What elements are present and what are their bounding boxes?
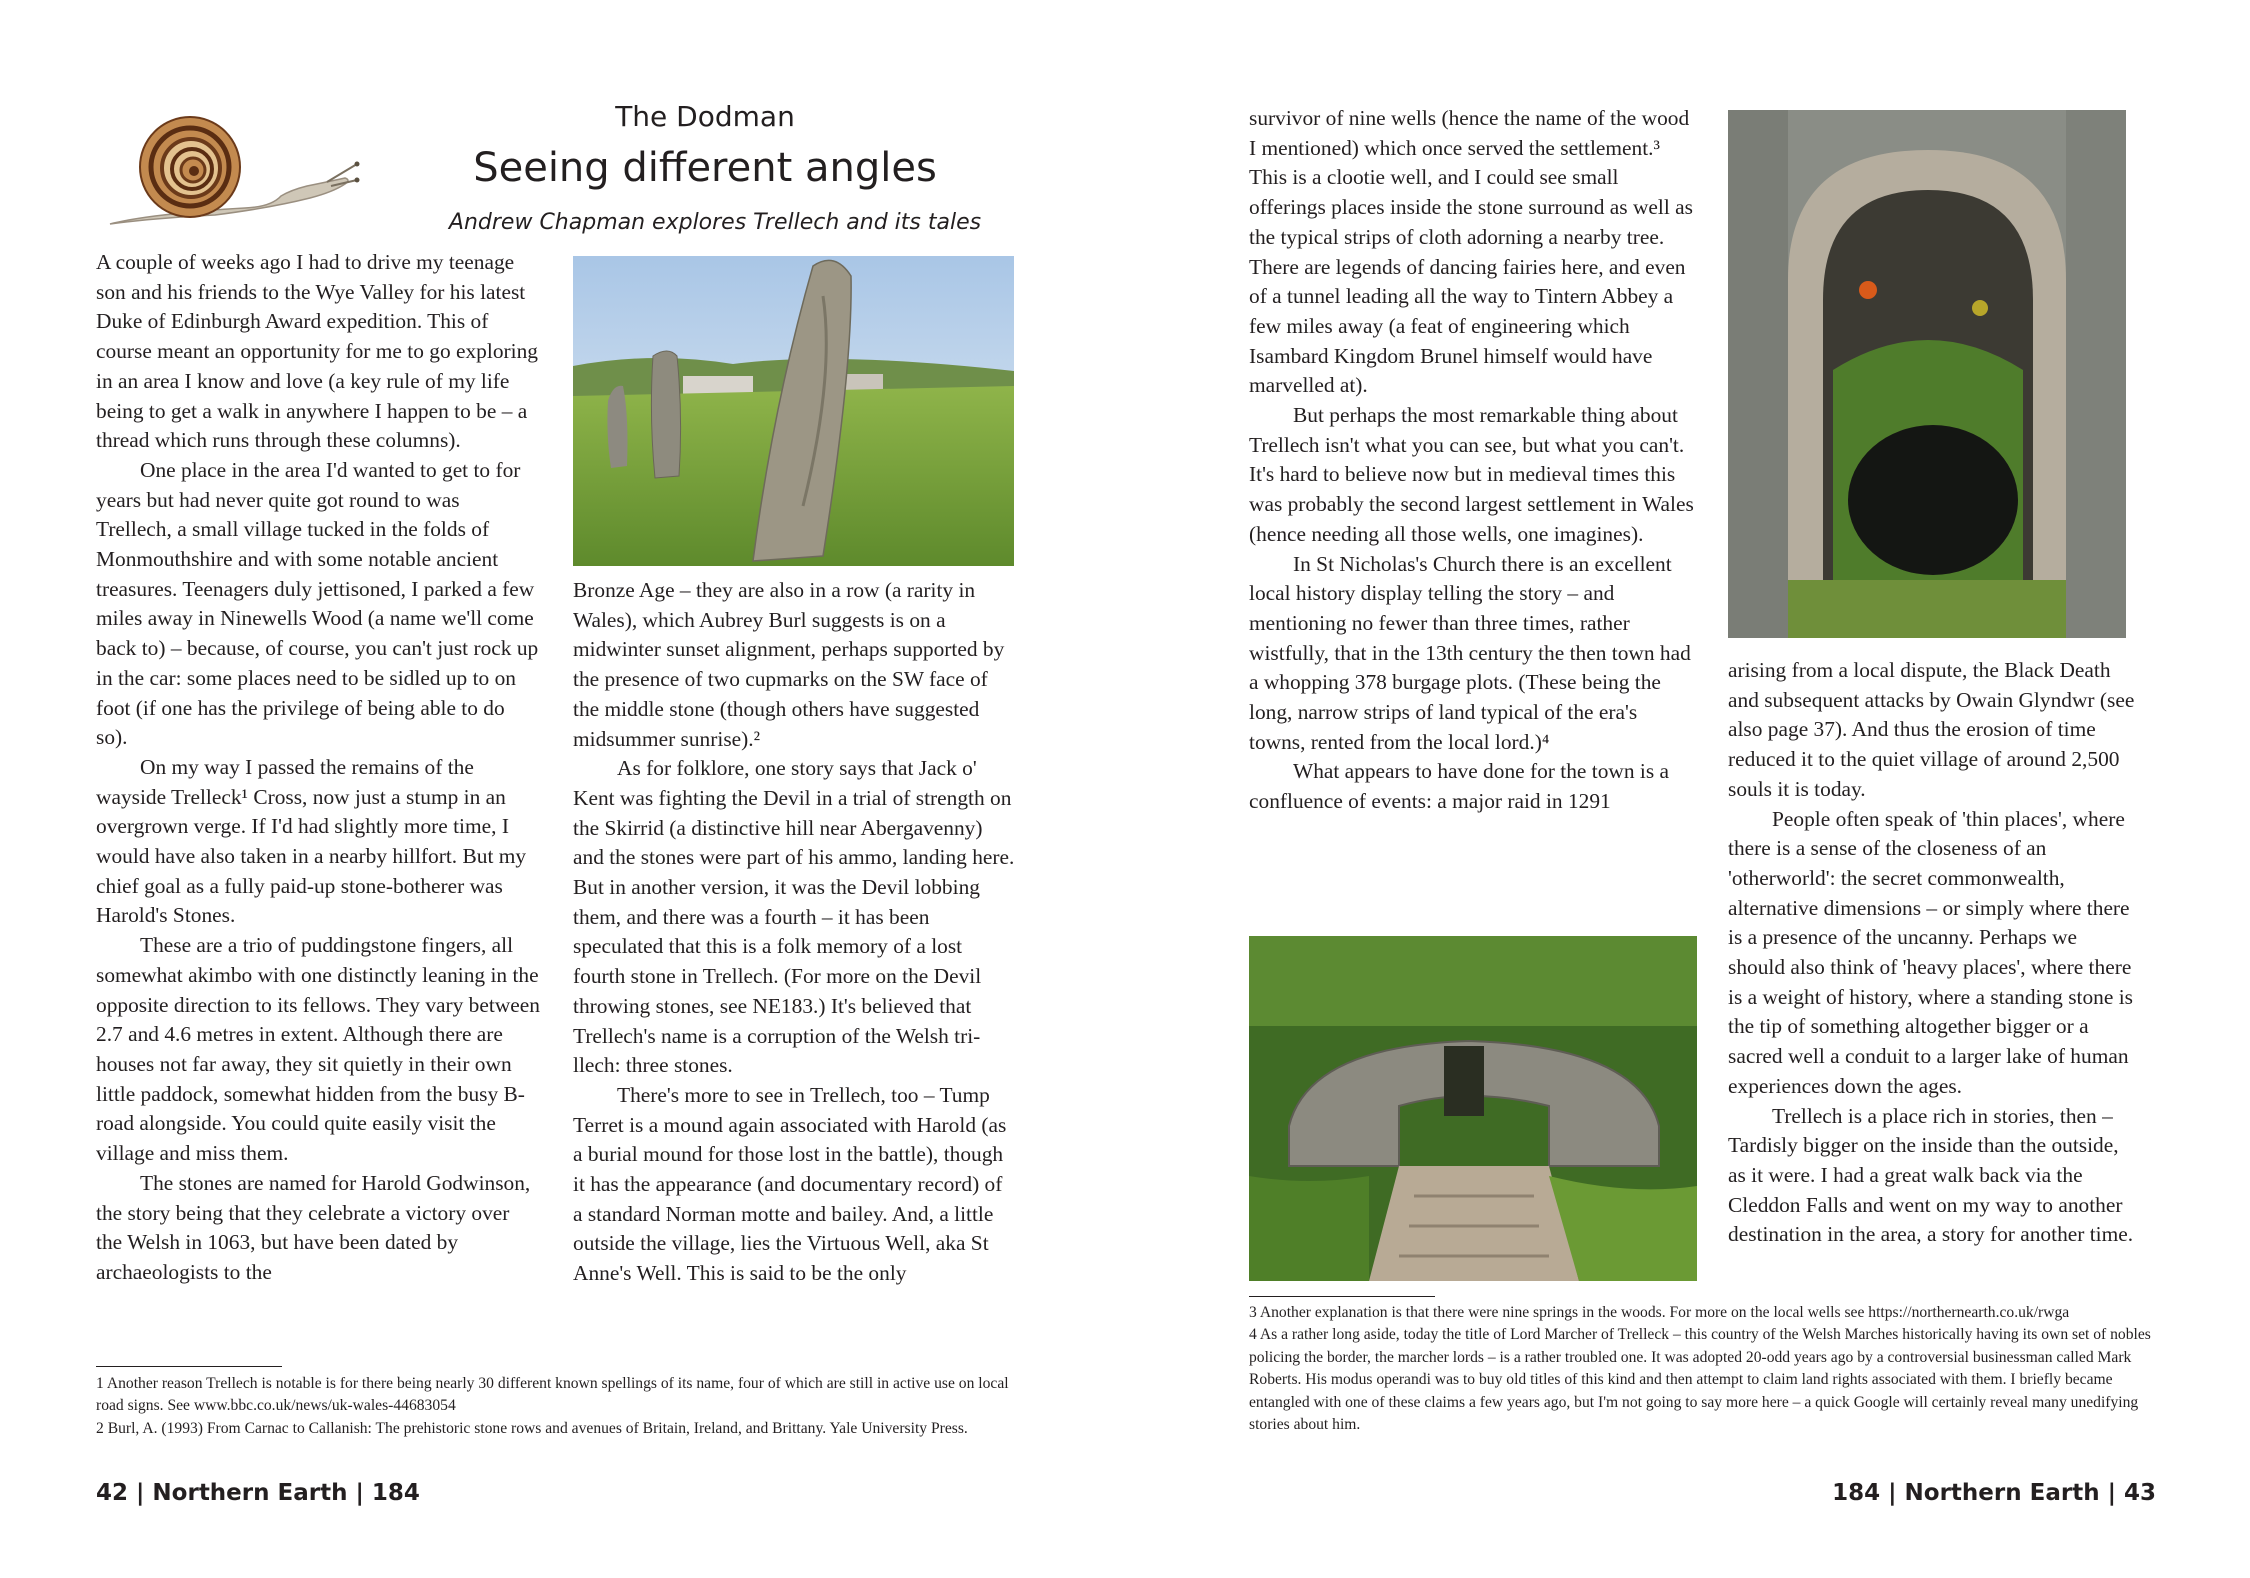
footnote-rule bbox=[1249, 1296, 1435, 1297]
paragraph: People often speak of 'thin places', where there is a sense of the closeness of an 'otherworld': the secret commonwealth, alternative dimensions – or simply where there is a presence of the uncanny. Perhaps we should also think of 'heavy places', where there is a weight of history, where a standing stone is the tip of something altogether bigger or a sacred well a conduit to a larger lake of human experiences down the ages. bbox=[1728, 806, 2133, 1098]
article-standfirst: Andrew Chapman explores Trellech and its tales bbox=[448, 210, 982, 235]
footnote-3: 3 Another explanation is that there were nine springs in the woods. For more on the local wells see https://northernearth.co.uk/rwga bbox=[1249, 1304, 2070, 1321]
paragraph: survivor of nine wells (hence the name of the wood I mentioned) which once served the settlement.³ This is a clootie well, and I could see small offerings places inside the stone surround as well as the typical strips of cloth adorning a nearby tree. There are legends of dancing fairies here, and even of a tunnel leading all the way to Tintern Abbey a few miles away (a feat of engineering which Isambard Kingdom Brunel himself would have marvelled at). bbox=[1249, 106, 1693, 398]
paragraph: Bronze Age – they are also in a row (a rarity in Wales), which Aubrey Burl suggests is on a midwinter sunset alignment, perhaps supported by the presence of two cupmarks on the SW face of the middle stone (though others have suggested midsummer sunrise).² bbox=[573, 578, 1005, 751]
right-page bbox=[1125, 0, 2250, 1578]
paragraph: The stones are named for Harold Godwinson, the story being that they celebrate a victory over the Welsh in 1063, but have been dated by archaeologists to the bbox=[96, 1170, 531, 1284]
footnotes bbox=[96, 1373, 1014, 1440]
article-headline: Seeing different angles bbox=[473, 145, 937, 191]
paragraph: arising from a local dispute, the Black Death and subsequent attacks by Owain Glyndwr (see also page 37). And thus the erosion of time reduced it to the quiet village of around 2,500 souls it is today. bbox=[1728, 658, 2135, 801]
footnote-rule bbox=[96, 1366, 282, 1367]
paragraph: In St Nicholas's Church there is an excellent local history display telling the story – and mentioning no fewer than three times, rather wistfully, that in the 13th century the then town had a whopping 378 burgage plots. (These being the long, narrow strips of land typical of the era's towns, rented from the local lord.)⁴ bbox=[1249, 551, 1691, 754]
paragraph: On my way I passed the remains of the wayside Trelleck¹ Cross, now just a stump in an overgrown verge. If I'd had slightly more time, I would have also taken in a nearby hillfort. But my chief goal as a fully paid-up stone-botherer was Harold's Stones. bbox=[96, 754, 527, 928]
paragraph: Trellech is a place rich in stories, then – Tardisly bigger on the inside than the outside, as it were. I had a great walk back via the Cleddon Falls and went on my way to another destination in the area, a story for another time. bbox=[1728, 1103, 2134, 1247]
section-label: The Dodman bbox=[615, 100, 795, 133]
paragraph: These are a trio of puddingstone fingers, all somewhat akimbo with one distinctly leaning in the opposite direction to its fellows. They vary between 2.7 and 4.6 metres in extent. Although there are houses not far away, they sit quietly in their own little paddock, somewhat hidden from the busy B-road alongside. You could quite easily visit the village and miss them. bbox=[96, 933, 540, 1166]
page-folio: 184 | Northern Earth | 43 bbox=[1832, 1480, 2156, 1506]
footnotes bbox=[1249, 1302, 2157, 1436]
right-column-2 bbox=[1728, 656, 2138, 1250]
footnote-4: 4 As a rather long aside, today the title of Lord Marcher of Trelleck – this country of the Welsh Marches historically having its own set of nobles policing the border, the marcher lords – is a rather troubled one. It was adopted 20-odd years ago by a controversial businessman called Mark Roberts. His modus operandi was to buy old titles of this kind and then attempt to claim land rights associated with them. I briefly became entangled with one of these claims a few years ago, but I'm not going to say more here – a quick Google will certainly reveal many unedifying stories about him. bbox=[1249, 1326, 2151, 1434]
page-folio: 42 | Northern Earth | 184 bbox=[96, 1480, 420, 1506]
harolds-stones-photo bbox=[573, 256, 1014, 566]
paragraph: One place in the area I'd wanted to get to for years but had never quite got round to was Trellech, a small village tucked in the folds of Monmouthshire and with some notable ancient treasures. Teenagers duly jettisoned, I parked a few miles away in Ninewells Wood (a name we'll come back to) – because, of course, you can't just rock up in the car: some places need to be sidled up to on foot (if one has the privilege of being able to do so). bbox=[96, 457, 539, 750]
left-column-2 bbox=[573, 576, 1017, 1289]
paragraph: A couple of weeks ago I had to drive my teenage son and his friends to the Wye Valley for his latest Duke of Edinburgh Award expedition. This of course meant an opportunity for me to go exploring in an area I know and love (a key rule of my life being to get a walk in anywhere I happen to be – a thread which runs through these columns). bbox=[96, 250, 538, 453]
paragraph: There's more to see in Trellech, too – Tump Terret is a mound again associated with Harold (as a burial mound for those lost in the battle), though it has the appearance (and documentary record) of a standard Norman motte and bailey. And, a little outside the village, lies the Virtuous Well, aka St Anne's Well. This is said to be the only bbox=[573, 1082, 1007, 1286]
snail-illustration bbox=[95, 112, 360, 237]
virtuous-well-photo bbox=[1249, 936, 1697, 1281]
paragraph: What appears to have done for the town is a confluence of events: a major raid in 1291 bbox=[1249, 759, 1669, 814]
right-column-1 bbox=[1249, 104, 1697, 817]
left-column-1 bbox=[96, 248, 540, 1288]
footnote-2: 2 Burl, A. (1993) From Carnac to Callanish: The prehistoric stone rows and avenues of Britain, Ireland, and Brittany. Yale University Press. bbox=[96, 1419, 968, 1437]
paragraph: As for folklore, one story says that Jack o' Kent was fighting the Devil in a trial of strength on the Skirrid (a distinctive hill near Abergavenny) and the stones were part of his ammo, landing here. But in another version, it was the Devil lobbing them, and there was a fourth – it has been speculated that this is a folk memory of a lost fourth stone in Trellech. (For more on the Devil throwing stones, see NE183.) It's believed that Trellech's name is a corruption of the Welsh tri-llech: three stones. bbox=[573, 756, 1015, 1078]
footnote-1: 1 Another reason Trellech is notable is for there being nearly 30 different known spellings of its name, four of which are still in active use on local road signs. See www.bbc.co.uk/news/uk-wales-44683054 bbox=[96, 1375, 1009, 1415]
paragraph: But perhaps the most remarkable thing about Trellech isn't what you can see, but what you can't. It's hard to believe now but in medieval times this was probably the second largest settlement in Wales (hence needing all those wells, one imagines). bbox=[1249, 403, 1694, 546]
well-arch-photo bbox=[1728, 110, 2126, 638]
